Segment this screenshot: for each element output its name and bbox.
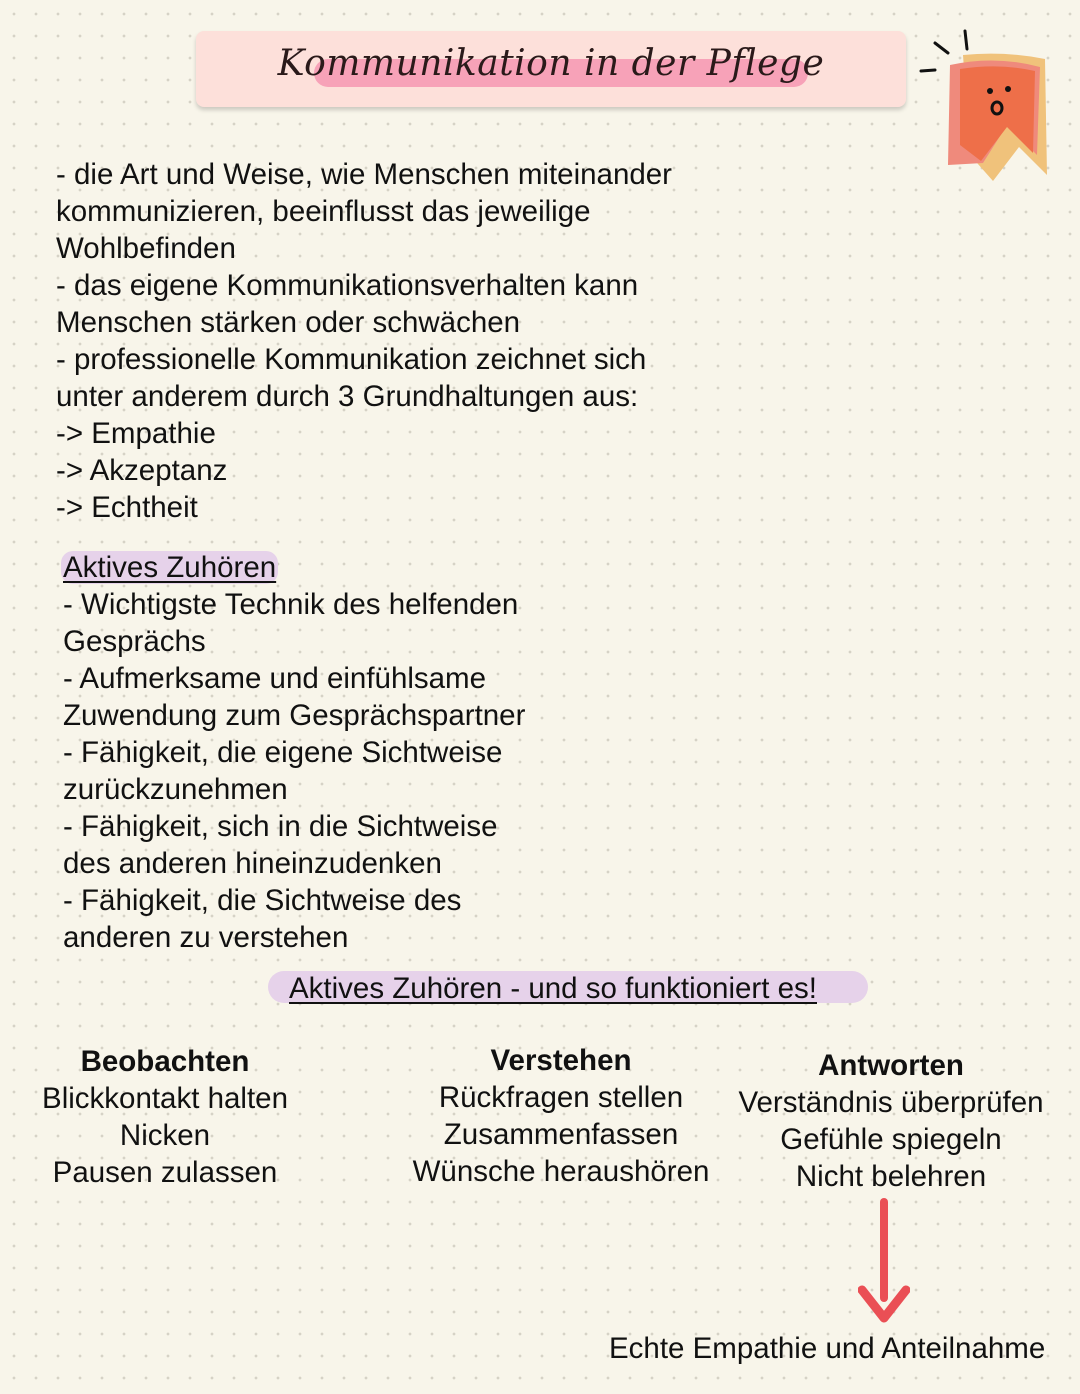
column-item: Blickkontakt halten <box>42 1082 288 1115</box>
text-line: - Fähigkeit, die eigene Sichtweise <box>63 736 503 769</box>
text-line: kommunizieren, beeinflusst das jeweilige <box>56 195 591 228</box>
surprised-bookmark-sticker-icon <box>915 25 1065 190</box>
text-line: - Fähigkeit, sich in die Sichtweise <box>63 810 498 843</box>
text-line: Wohlbefinden <box>56 232 236 265</box>
subheading: Aktives Zuhören - und so funktioniert es! <box>289 972 817 1005</box>
arrow-down-icon <box>858 1198 910 1324</box>
text-line: -> Echtheit <box>56 491 198 524</box>
column-item: Wünsche heraushören <box>412 1155 710 1188</box>
column-item: Rückfragen stellen <box>438 1081 684 1114</box>
column-item: Verständnis überprüfen <box>738 1086 1044 1119</box>
text-line: -> Empathie <box>56 417 216 450</box>
column-item: Nicken <box>119 1119 211 1152</box>
result-text: Echte Empathie und Anteilnahme <box>609 1332 1046 1365</box>
text-line: Menschen stärken oder schwächen <box>56 306 521 339</box>
title-banner <box>196 31 906 107</box>
column-verstehen <box>391 1042 731 1190</box>
column-title: Verstehen <box>490 1044 632 1077</box>
column-item: Nicht belehren <box>795 1160 987 1193</box>
intro-text <box>56 156 672 526</box>
text-line: - das eigene Kommunikationsverhalten kann <box>56 269 639 302</box>
text-line: des anderen hineinzudenken <box>63 847 442 880</box>
text-line: zurückzunehmen <box>63 773 288 806</box>
text-line: - Aufmerksame und einfühlsame <box>63 662 487 695</box>
column-beobachten <box>15 1043 315 1191</box>
text-line: -> Akzeptanz <box>56 454 228 487</box>
column-item: Pausen zulassen <box>52 1156 278 1189</box>
page-title: Kommunikation in der Pflege <box>277 43 825 84</box>
column-title: Beobachten <box>80 1045 250 1078</box>
active-listening-section <box>61 549 525 956</box>
text-line: - die Art und Weise, wie Menschen miteinander <box>56 158 672 191</box>
column-item: Gefühle spiegeln <box>780 1123 1002 1156</box>
column-title: Antworten <box>818 1049 964 1082</box>
text-line: Zuwendung zum Gesprächspartner <box>63 699 526 732</box>
text-line: unter anderem durch 3 Grundhaltungen aus: <box>56 380 639 413</box>
text-line: anderen zu verstehen <box>63 921 349 954</box>
text-line: - Fähigkeit, die Sichtweise des <box>63 884 462 917</box>
text-line: - professionelle Kommunikation zeichnet sich <box>56 343 647 376</box>
text-line: - Wichtigste Technik des helfenden <box>63 588 519 621</box>
text-line: Gesprächs <box>63 625 206 658</box>
section-heading: Aktives Zuhören <box>63 551 277 584</box>
column-antworten <box>721 1047 1061 1195</box>
column-item: Zusammenfassen <box>443 1118 679 1151</box>
